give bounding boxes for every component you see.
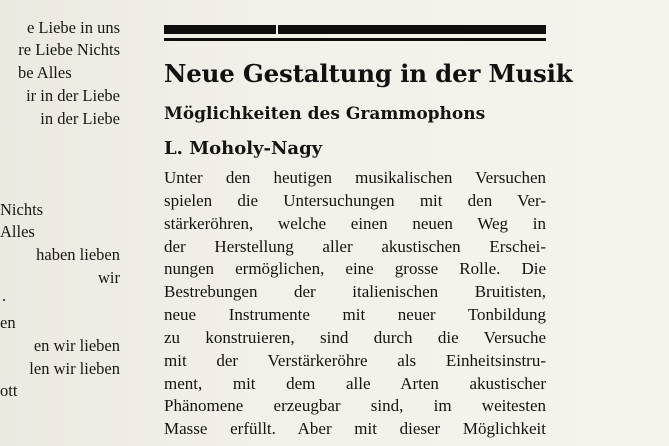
- body-line: neue Instrumente mit neuer Tonbildung: [164, 305, 546, 325]
- left-line-14: ott: [0, 381, 18, 400]
- body-line: ment, mit dem alle Arten akustischer: [164, 373, 546, 393]
- body-line: zu konstruieren, sind durch die Versuche: [164, 327, 546, 347]
- left-line-3: be Alles: [18, 63, 72, 82]
- left-line-13: len wir lieben: [29, 359, 120, 378]
- article-title: Neue Gestaltung in der Musik: [164, 59, 573, 88]
- left-line-11: en: [0, 313, 16, 332]
- body-line: Unter den heutigen musikalischen Versuchen: [164, 168, 546, 187]
- header-rule-thick: [164, 25, 546, 34]
- left-line-10: .: [2, 286, 7, 305]
- article-subtitle: Möglichkeiten des Grammophons: [164, 104, 486, 124]
- body-line: Masse erfüllt. Aber mit dieser Möglichkeit: [164, 419, 546, 439]
- article-body: [164, 167, 546, 446]
- left-line-6: Nichts: [0, 200, 44, 219]
- left-line-8: haben lieben: [36, 245, 120, 264]
- left-line-4: ir in der Liebe: [26, 86, 120, 105]
- adjacent-column-text: [0, 0, 140, 446]
- left-line-7: Alles: [0, 222, 35, 241]
- article-author: L. Moholy-Nagy: [164, 138, 323, 159]
- body-line: der Herstellung aller akustischen Erschei-: [164, 236, 546, 256]
- header-rule-thin: [164, 38, 546, 41]
- body-line: spielen die Untersuchungen mit den Ver-: [164, 190, 546, 210]
- body-line: nungen ermöglichen, eine grosse Rolle. Die: [164, 259, 546, 279]
- body-line: Bestrebungen der italienischen Bruitisten,: [164, 282, 546, 302]
- left-line-1: e Liebe in uns: [26, 18, 120, 37]
- body-line: mit der Verstärkeröhre als Einheitsinstru-: [164, 350, 546, 370]
- left-line-12: en wir lieben: [33, 336, 120, 355]
- body-line: Phänomene erzeugbar sind, im weitesten: [164, 396, 546, 416]
- left-line-9: wir: [98, 268, 120, 287]
- left-line-2: re Liebe Nichts: [18, 40, 120, 59]
- left-line-5: in der Liebe: [40, 109, 120, 128]
- body-line: stärkeröhren, welche einen neuen Weg in: [164, 213, 546, 233]
